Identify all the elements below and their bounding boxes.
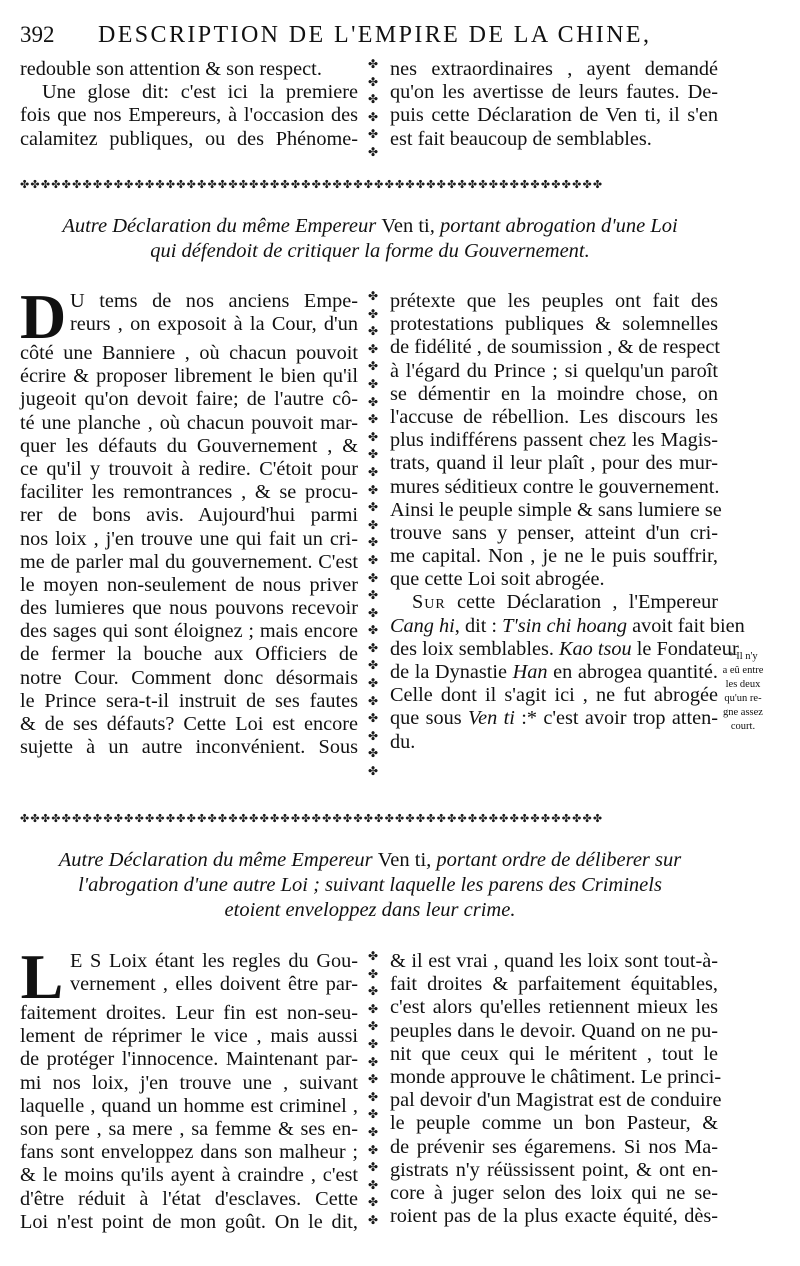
text-line: Loi n'est point de mon goût. On le dit, — [20, 1210, 358, 1233]
text-line — [390, 591, 718, 614]
text-line: faciliter les remontrances , & se procu- — [20, 481, 358, 504]
text-line: de fermer la bouche aux Officiers de — [20, 643, 358, 666]
text-line: core à juger selon des loix qui ne se- — [390, 1181, 718, 1204]
text-fragment: de la Dynastie — [390, 661, 513, 683]
dynasty-name: Han — [512, 661, 548, 683]
text-line: de protéger l'innocence. Maintenant par- — [20, 1048, 358, 1071]
emperor-name: Kao tsou — [558, 637, 632, 660]
text-line: & le moins qu'ils ayent à craindre , c'est — [20, 1164, 358, 1187]
section-heading — [20, 848, 720, 923]
dropcap-block — [20, 941, 358, 1012]
text-line: me capital. Non , je ne le puis souffrir, — [390, 545, 718, 568]
text-line: faitement droites. Leur fin est non-seu- — [20, 1002, 358, 1024]
text-line: le Prince sera-t-il instruit de ses fautes — [20, 689, 358, 712]
text-line: le moyen non-seulement de nous priver — [20, 573, 358, 596]
note-line: court. — [730, 721, 756, 732]
text-line: Celle dont il s'agit ici , ne fut abrogée — [390, 684, 718, 707]
text-line — [390, 637, 739, 661]
heading-line — [20, 848, 720, 873]
small-caps-lead: Sur — [412, 591, 446, 614]
text-line: de fidélité , de soumission , & de respect — [390, 336, 721, 359]
marginal-note — [718, 650, 768, 734]
text-line: des sages qui sont éloignez ; mais encore — [20, 620, 358, 643]
text-line: U tems de nos anciens Empe- — [70, 290, 358, 312]
text-line: jugeoit qu'on devoit faire; de l'autre cô- — [20, 388, 358, 411]
text-line: se démentir en la moindre chose, on — [390, 382, 718, 405]
column-divider-ornament: ✤ ✤ ✤ ✤ ✤ ✤ ✤ ✤ ✤ ✤ ✤ ✤ ✤ ✤ ✤ ✤ — [367, 949, 379, 1227]
drop-cap: D — [20, 281, 67, 352]
text-line: quer les défauts du Gouvernement , & — [20, 434, 358, 457]
text-line: à l'égard du Prince ; si quelqu'un paroît — [390, 359, 718, 382]
text-line: fans sont enveloppez dans son malheur ; — [20, 1141, 358, 1164]
text-line: côté une Banniere , où chacun pouvoit — [20, 342, 358, 364]
text-line: gistrats n'y réüssissent point, & ont en- — [390, 1158, 718, 1181]
text-fragment: en abrogea quantité. — [547, 661, 718, 683]
ornament-rule: ✤✤✤✤✤✤✤✤✤✤✤✤✤✤✤✤✤✤✤✤✤✤✤✤✤✤✤✤✤✤✤✤✤✤✤✤✤✤✤✤✤✤✤✤✤✤✤✤✤✤✤✤✤✤✤✤ — [20, 179, 604, 191]
text-line: ce qu'il y trouvoit à redire. C'étoit pour — [20, 457, 358, 480]
heading-text: , portant abrogation d'une Loi — [429, 215, 678, 237]
ornament-rule: ✤✤✤✤✤✤✤✤✤✤✤✤✤✤✤✤✤✤✤✤✤✤✤✤✤✤✤✤✤✤✤✤✤✤✤✤✤✤✤✤✤✤✤✤✤✤✤✤✤✤✤✤✤✤✤✤ — [20, 813, 604, 825]
heading-text: Autre Déclaration du même Empereur — [58, 849, 373, 871]
text-line: lement de réprimer le vice , mais aussi — [20, 1025, 358, 1048]
heading-line: etoient enveloppez dans leur crime. — [224, 899, 516, 921]
text-line: laquelle , quand un homme est criminel , — [20, 1094, 358, 1117]
dropcap-lines — [70, 950, 358, 1002]
section2-left-column — [20, 941, 358, 1234]
text-line: redouble son attention & son respect. — [20, 58, 322, 80]
text-fragment: cette Déclaration , l'Empereur — [445, 591, 718, 614]
emperor-name: Cang hi — [390, 614, 455, 637]
text-line: nit que ceux qui le méritent , tout le — [390, 1042, 718, 1065]
text-line: vernement , elles doivent être par- — [70, 973, 358, 996]
text-line: trouve sans y penser, atteint d'un cri- — [390, 521, 718, 544]
note-line: qu'un re- — [724, 693, 762, 704]
text-line — [390, 707, 718, 730]
note-line: a eû entre — [722, 665, 764, 676]
text-line: pal devoir d'un Magistrat est de conduire — [390, 1089, 722, 1112]
text-line: des lumieres que nous pouvons recevoir — [20, 597, 358, 620]
text-line: de prévenir ses égaremens. Si nos Ma- — [390, 1135, 718, 1158]
text-fragment: :* c'est avoir trop atten- — [514, 707, 719, 730]
text-line: qu'on les avertisse de leurs fautes. De- — [390, 81, 718, 104]
text-line: du. — [390, 730, 416, 753]
text-line: écrire & proposer librement le bien qu'il — [20, 365, 358, 388]
dropcap-block — [20, 281, 358, 352]
emperor-name: T'sin chi hoang — [502, 614, 628, 637]
text-line: me de parler mal du gouvernement. C'est — [20, 550, 358, 573]
text-line: prétexte que les peuples ont fait des — [390, 290, 718, 312]
text-fragment: le Fondateur — [631, 637, 739, 660]
text-line: le peuple comme un bon Pasteur, & — [390, 1112, 718, 1135]
text-fragment: avoit fait bien — [627, 614, 745, 637]
text-line: puis cette Déclaration de Ven ti, il s'en — [390, 104, 718, 127]
emperor-name: Ven ti — [468, 707, 515, 730]
text-line: Une glose dit: c'est ici la premiere — [42, 81, 358, 104]
heading-text: , portant ordre de déliberer sur — [426, 849, 682, 871]
text-line: roient pas de la plus exacte équité, dès- — [390, 1205, 718, 1228]
text-line: fois que nos Empereurs, à l'occasion des — [20, 104, 358, 127]
drop-cap: L — [20, 941, 64, 1012]
text-line: sujette à un autre inconvénient. Sous — [20, 736, 358, 759]
section-heading — [20, 214, 720, 264]
text-line: d'être réduit à l'état d'esclaves. Cette — [20, 1187, 358, 1210]
text-line: trats, quand il leur plaît , pour des mur- — [390, 452, 718, 475]
heading-line — [20, 214, 720, 239]
text-line: mures séditieux contre le gouvernement. — [390, 475, 720, 498]
text-line: notre Cour. Comment donc désormais — [20, 666, 358, 689]
text-line: que cette Loi soit abrogée. — [390, 568, 605, 591]
text-line — [390, 614, 745, 638]
text-line: E S Loix étant les regles du Gou- — [70, 950, 358, 972]
running-head — [20, 20, 720, 54]
heading-text: Autre Déclaration du même Empereur — [62, 215, 377, 237]
text-line: monde approuve le châtiment. Le princi- — [390, 1065, 722, 1088]
emperor-name: Ven ti — [381, 215, 430, 237]
text-line: son pere , sa mere , sa femme & ses en- — [20, 1117, 358, 1140]
text-fragment: , dit : — [454, 614, 503, 637]
page-number: 392 — [20, 22, 55, 47]
text-line: protestations publiques & solemnelles — [390, 313, 718, 336]
text-fragment: que sous — [390, 707, 469, 730]
emperor-name: Ven ti — [377, 849, 427, 871]
column-divider-ornament: ✤ ✤ ✤ ✤ ✤ ✤ ✤ ✤ ✤ ✤ ✤ ✤ ✤ ✤ ✤ ✤ ✤ ✤ ✤ ✤ ✤ ✤ ✤ ✤ ✤ ✤ ✤ ✤ — [367, 289, 379, 779]
top-left-column — [20, 58, 358, 151]
text-line: té une planche , où chacun pouvoit mar- — [20, 411, 358, 434]
text-line: reurs , on exposoit à la Cour, d'un — [70, 313, 358, 336]
note-line: gne assez — [723, 707, 763, 718]
text-line: nos loix , j'en trouve une qui fait un cri- — [20, 527, 358, 550]
text-line: calamitez publiques, ou des Phénome- — [20, 127, 358, 150]
text-line — [390, 661, 718, 684]
text-fragment: des loix semblables. — [390, 637, 559, 660]
text-line: nes extraordinaires , ayent demandé — [390, 58, 718, 80]
text-line: & de ses défauts? Cette Loi est encore — [20, 713, 358, 735]
text-line: peuples dans le devoir. Quand on ne pu- — [390, 1019, 718, 1042]
section1-left-column — [20, 281, 358, 759]
text-line: fait droites & parfaitement équitables, — [390, 973, 718, 996]
text-line: mi nos loix, j'en trouve une , suivant — [20, 1071, 358, 1094]
top-right-column — [390, 58, 718, 151]
text-line: plus indifférens passent chez les Magis- — [390, 429, 718, 452]
text-line: c'est alors qu'elles retiennent mieux les — [390, 996, 718, 1019]
section2-right-column — [390, 950, 722, 1228]
text-line: rer de bons avis. Aujourd'hui parmi — [20, 504, 358, 527]
text-line: l'accuse de rébellion. Les discours les — [390, 405, 718, 428]
dropcap-lines — [70, 290, 358, 342]
text-line: Ainsi le peuple simple & sans lumiere se — [390, 498, 722, 521]
heading-line: l'abrogation d'une autre Loi ; suivant laquelle les parens des Criminels — [78, 874, 662, 896]
text-line: est fait beaucoup de semblables. — [390, 127, 652, 150]
note-line: les deux — [725, 679, 761, 690]
text-line: & il est vrai , quand les loix sont tout-à- — [390, 950, 718, 972]
running-title: DESCRIPTION DE L'EMPIRE DE LA CHINE, — [98, 22, 652, 48]
column-divider-ornament: ✤ ✤ ✤ ✤ ✤ ✤ — [367, 57, 379, 159]
note-line: * Il n'y — [728, 651, 758, 662]
heading-line: qui défendoit de critiquer la forme du Gouvernement. — [150, 240, 590, 262]
